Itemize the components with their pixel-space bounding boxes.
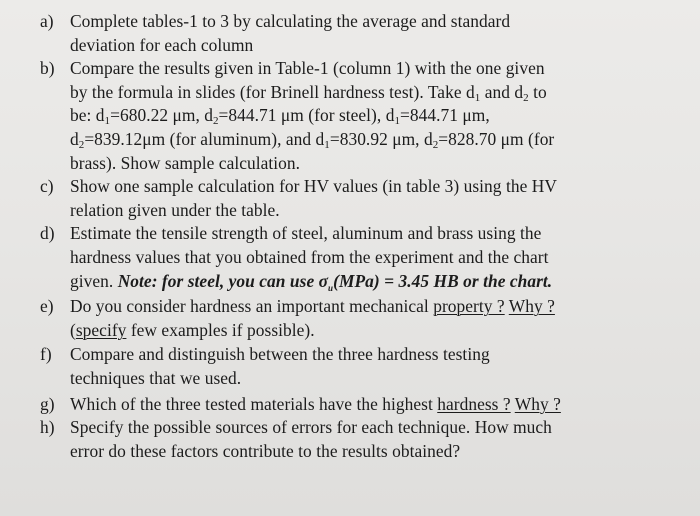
subscript-2: 2 (523, 91, 529, 104)
question-b-line-2-text-1: by the formula in slides (for Brinell hardness test). Take d (70, 81, 475, 102)
question-d-line-3-text: given. (70, 270, 118, 291)
question-b-line-3-text-1: be: d (70, 105, 105, 126)
question-g-line-1-text: Which of the three tested materials have the highest (70, 393, 438, 414)
question-d-line-3 (70, 270, 680, 294)
brass-d2-value: =828.70 μm (for (438, 128, 555, 149)
question-g (40, 393, 680, 417)
question-a-line-2: deviation for each column (70, 34, 254, 55)
question-h-text (70, 416, 680, 463)
question-c (40, 175, 680, 222)
question-a-text (70, 10, 680, 57)
question-f-marker: f) (40, 344, 52, 365)
question-g-text (70, 393, 680, 417)
question-a (40, 10, 680, 57)
question-a-marker: a) (40, 11, 54, 31)
brass-d1-value: =830.92 μm, d (329, 128, 433, 149)
question-d-text (70, 222, 680, 293)
subscript-2: 2 (212, 115, 219, 128)
question-f-line-2: techniques that we used. (70, 367, 242, 388)
question-c-marker: c) (40, 176, 54, 197)
question-b-marker: b) (40, 58, 55, 79)
question-a-line-1: Complete tables-1 to 3 by calculating the average and standard (70, 11, 511, 31)
question-e-line-1-text: Do you consider hardness an important mechanical (70, 296, 434, 317)
question-b-line-5: brass). Show sample calculation. (70, 152, 301, 173)
question-b-line-3 (70, 104, 680, 128)
subscript-2: 2 (432, 138, 439, 151)
note-text-1: Note: for steel, you can use σ (117, 270, 329, 291)
underlined-why: Why ? (514, 393, 561, 414)
question-b-line-2-text-2: and d (480, 81, 524, 102)
subscript-1: 1 (324, 138, 330, 151)
question-e-line-2 (70, 319, 680, 343)
question-c-line-1: Show one sample calculation for HV values (in table 3) using the HV (70, 176, 557, 197)
aluminum-d1-value: =844.71 μm, (400, 105, 490, 126)
question-d-marker: d) (40, 223, 55, 244)
question-f-line-1: Compare and distinguish between the three hardness testing (70, 344, 490, 365)
underlined-hardness: hardness ? (437, 393, 511, 414)
question-b (40, 57, 680, 175)
subscript-1: 1 (104, 115, 111, 128)
question-c-text (70, 175, 680, 222)
subscript-2: 2 (78, 138, 85, 151)
subscript-1: 1 (394, 115, 401, 128)
question-d (40, 222, 680, 293)
question-h-marker: h) (40, 417, 55, 438)
question-e-marker: e) (40, 296, 54, 317)
question-b-line-2-text-3: to (528, 81, 547, 102)
question-d-line-2: hardness values that you obtained from the experiment and the chart (70, 246, 549, 267)
aluminum-d2-value: =839.12μm (for aluminum), and d (84, 128, 325, 149)
question-b-text (70, 57, 680, 175)
question-c-line-2: relation given under the table. (70, 199, 280, 220)
question-b-line-4-text-1: d (70, 128, 79, 149)
question-g-line-1 (70, 393, 680, 417)
steel-d2-value: =844.71 μm (for steel), d (218, 105, 395, 126)
question-e (40, 295, 680, 342)
open-paren: ( (70, 319, 76, 340)
question-d-line-1: Estimate the tensile strength of steel, aluminum and brass using the (70, 223, 542, 244)
question-e-line-2-text: few examples if possible). (126, 319, 315, 340)
question-g-marker: g) (40, 393, 55, 414)
question-f-text (70, 343, 680, 390)
question-f (40, 343, 680, 390)
subscript-1: 1 (474, 91, 481, 104)
underlined-specify: specify (75, 319, 127, 340)
steel-d1-value: =680.22 μm, d (110, 105, 213, 126)
question-h (40, 416, 680, 463)
question-b-line-2 (70, 81, 680, 105)
underlined-property: property ? (433, 296, 505, 317)
question-b-line-1: Compare the results given in Table-1 (column 1) with the one given (70, 58, 545, 79)
sigma-subscript: u (328, 282, 334, 293)
question-h-line-1: Specify the possible sources of errors for each technique. How much (70, 417, 552, 438)
question-h-line-2: error do these factors contribute to the results obtained? (70, 440, 461, 461)
question-e-line-1 (70, 295, 680, 319)
underlined-why: Why ? (508, 296, 555, 317)
question-e-text (70, 295, 680, 342)
note-text-2: (MPa) = 3.45 HB or the chart. (333, 270, 553, 291)
question-b-line-4 (70, 128, 680, 152)
tensile-strength-note (118, 271, 553, 291)
